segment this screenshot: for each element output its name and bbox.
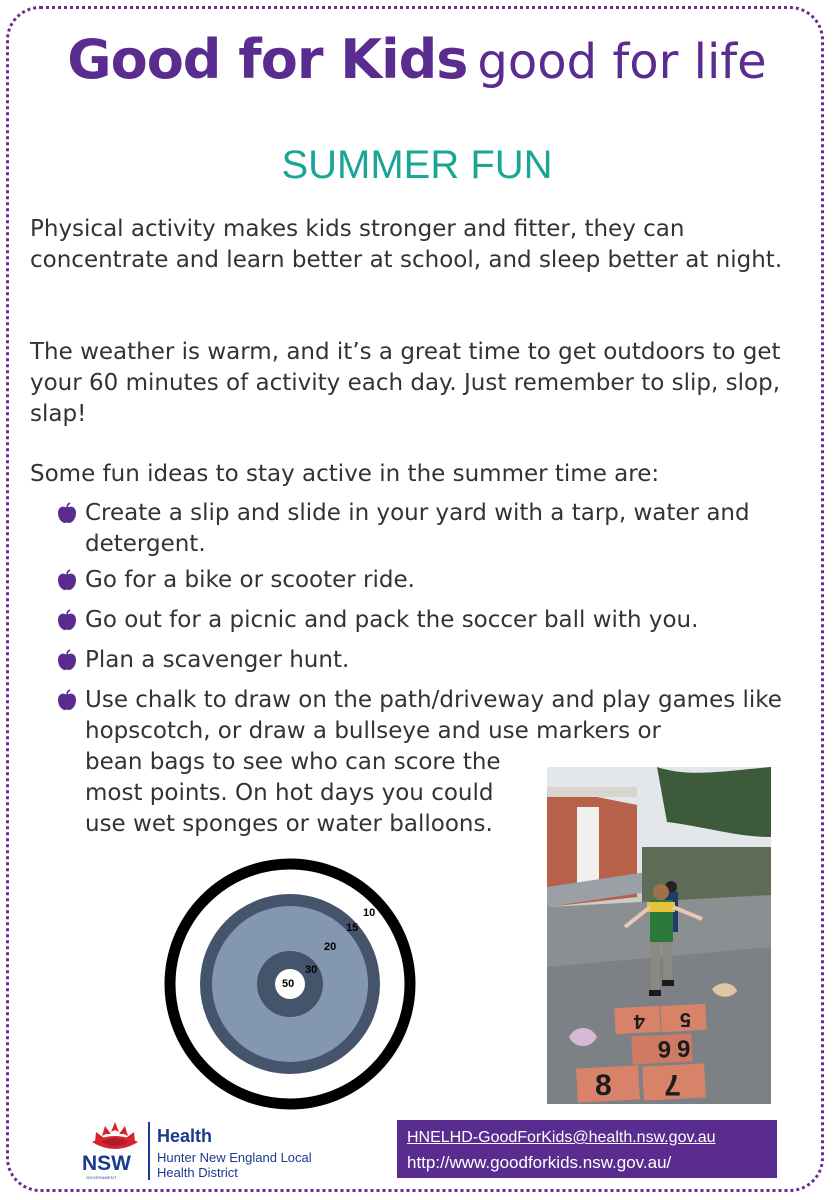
district-name: Hunter New England Local Health District (157, 1150, 312, 1180)
list-item-text: Use chalk to draw on the path/driveway and play games like hopscotch, or draw a bullseye and use markers or (85, 687, 782, 744)
list-item (56, 605, 796, 645)
health-wordmark: Health (157, 1126, 213, 1146)
score-label-20: 20 (324, 941, 337, 953)
hopscotch-number: 9 (677, 1036, 691, 1063)
apple-bullet-icon (57, 649, 77, 671)
bullseye-illustration (164, 858, 416, 1110)
contact-box (397, 1120, 777, 1178)
weather-paragraph: The weather is warm, and it’s a great time to get outdoors to get your 60 minutes of activity each day. Just remember to slip, slop, slap! (30, 339, 781, 427)
waratah-flower-icon (88, 1118, 142, 1152)
hopscotch-photo (547, 767, 771, 1104)
list-item-text: Plan a scavenger hunt. (85, 647, 350, 673)
apple-bullet-icon (57, 689, 77, 711)
hopscotch-number: 8 (595, 1069, 612, 1102)
website-url-link[interactable]: http://www.goodforkids.nsw.gov.au/ (407, 1153, 672, 1172)
list-item-text: Create a slip and slide in your yard with a tarp, water and detergent. (85, 500, 750, 557)
ideas-heading: Some fun ideas to stay active in the summer time are: (30, 461, 660, 487)
nsw-health-logo (82, 1118, 322, 1184)
score-label-50: 50 (282, 978, 295, 990)
contact-email-link[interactable]: HNELHD-GoodForKids@health.nsw.gov.au (407, 1129, 716, 1146)
page-title: SUMMER FUN (281, 143, 553, 187)
intro-paragraph: Physical activity makes kids stronger and fitter, they can concentrate and learn better at school, and sleep better at night. (30, 216, 783, 273)
nsw-wordmark: NSW (82, 1152, 131, 1175)
hopscotch-number: 4 (633, 1010, 645, 1032)
brand-header (0, 28, 834, 91)
apple-bullet-icon (57, 569, 77, 591)
list-item-text: Go for a bike or scooter ride. (85, 567, 415, 593)
list-item (56, 498, 796, 565)
hopscotch-number: 6 (657, 1035, 671, 1062)
list-item (56, 565, 796, 605)
logo-divider (148, 1122, 150, 1180)
score-label-15: 15 (346, 922, 359, 934)
score-label-10: 10 (363, 907, 376, 919)
list-item-text-continued: bean bags to see who can score the most points. On hot days you could use wet sponges or water balloons. (85, 749, 501, 837)
hopscotch-number: 7 (664, 1068, 681, 1101)
apple-bullet-icon (57, 502, 77, 524)
list-item-text: Go out for a picnic and pack the soccer ball with you. (85, 607, 699, 633)
government-wordmark: GOVERNMENT (86, 1175, 117, 1180)
brand-light-text: good for life (477, 34, 767, 90)
score-label-30: 30 (305, 964, 318, 976)
list-item (56, 645, 796, 685)
apple-bullet-icon (57, 609, 77, 631)
brand-bold-text: Good for Kids (67, 28, 468, 91)
hopscotch-number: 5 (679, 1008, 691, 1030)
